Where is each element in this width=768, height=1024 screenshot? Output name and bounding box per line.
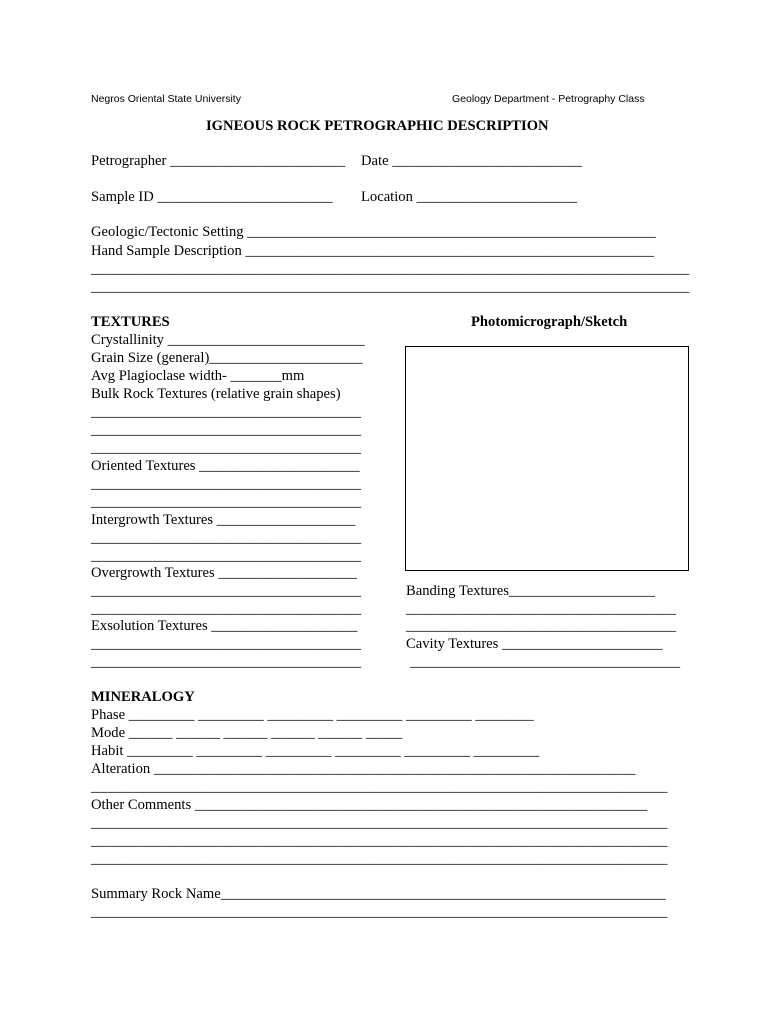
- hand-sample-line[interactable]: __________________________________________________________________________________: [91, 279, 690, 295]
- banding-textures-field[interactable]: Banding Textures____________________: [406, 583, 655, 599]
- tectonic-setting-field[interactable]: Geologic/Tectonic Setting ________________________________________________________: [91, 224, 656, 240]
- other-comments-field[interactable]: Other Comments ______________________________________________________________: [91, 797, 648, 813]
- sketch-box[interactable]: [405, 346, 689, 571]
- cavity-textures-line[interactable]: _____________________________________: [410, 654, 680, 670]
- overgrowth-textures-line[interactable]: _____________________________________: [91, 583, 361, 599]
- crystallinity-field[interactable]: Crystallinity ___________________________: [91, 332, 365, 348]
- alteration-line[interactable]: _______________________________________________________________________________: [91, 779, 668, 795]
- other-comments-line[interactable]: _______________________________________________________________________________: [91, 833, 668, 849]
- mineralogy-heading: MINERALOGY: [91, 689, 195, 705]
- hand-sample-field[interactable]: Hand Sample Description ________________________________________________________: [91, 243, 655, 259]
- plagioclase-width-field[interactable]: Avg Plagioclase width- _______mm: [91, 368, 305, 384]
- intergrowth-textures-line[interactable]: _____________________________________: [91, 530, 361, 546]
- overgrowth-textures-field[interactable]: Overgrowth Textures ___________________: [91, 565, 357, 581]
- summary-rock-name-field[interactable]: Summary Rock Name_____________________________________________________________: [91, 886, 666, 902]
- exsolution-textures-field[interactable]: Exsolution Textures ____________________: [91, 618, 358, 634]
- intergrowth-textures-field[interactable]: Intergrowth Textures ___________________: [91, 512, 356, 528]
- petrographer-field[interactable]: Petrographer ________________________: [91, 153, 346, 169]
- bulk-textures-line[interactable]: _____________________________________: [91, 422, 361, 438]
- summary-rock-name-line[interactable]: _______________________________________________________________________________: [91, 904, 668, 920]
- banding-textures-line[interactable]: _____________________________________: [406, 601, 676, 617]
- oriented-textures-field[interactable]: Oriented Textures ______________________: [91, 458, 360, 474]
- overgrowth-textures-line[interactable]: _____________________________________: [91, 601, 361, 617]
- alteration-field[interactable]: Alteration __________________________________________________________________: [91, 761, 636, 777]
- location-field[interactable]: Location ______________________: [361, 189, 578, 205]
- banding-textures-line[interactable]: _____________________________________: [406, 618, 676, 634]
- date-field[interactable]: Date __________________________: [361, 153, 582, 169]
- mode-field[interactable]: Mode ______ ______ ______ ______ ______ _____: [91, 725, 403, 741]
- textures-heading: TEXTURES: [91, 314, 170, 330]
- bulk-textures-line[interactable]: _____________________________________: [91, 440, 361, 456]
- grain-size-field[interactable]: Grain Size (general)_____________________: [91, 350, 363, 366]
- header-university: Negros Oriental State University: [91, 93, 241, 105]
- sample-id-field[interactable]: Sample ID ________________________: [91, 189, 333, 205]
- habit-field[interactable]: Habit _________ _________ _________ _________ _________ _________: [91, 743, 540, 759]
- header-department: Geology Department - Petrography Class: [452, 93, 645, 105]
- page-title: IGNEOUS ROCK PETROGRAPHIC DESCRIPTION: [206, 118, 549, 134]
- exsolution-textures-line[interactable]: _____________________________________: [91, 654, 361, 670]
- bulk-textures-line[interactable]: _____________________________________: [91, 404, 361, 420]
- intergrowth-textures-line[interactable]: _____________________________________: [91, 548, 361, 564]
- cavity-textures-field[interactable]: Cavity Textures ______________________: [406, 636, 663, 652]
- other-comments-line[interactable]: _______________________________________________________________________________: [91, 851, 668, 867]
- bulk-textures-label: Bulk Rock Textures (relative grain shapes): [91, 386, 341, 402]
- hand-sample-line[interactable]: __________________________________________________________________________________: [91, 261, 690, 277]
- phase-field[interactable]: Phase _________ _________ _________ _________ _________ ________: [91, 707, 534, 723]
- oriented-textures-line[interactable]: _____________________________________: [91, 494, 361, 510]
- other-comments-line[interactable]: _______________________________________________________________________________: [91, 815, 668, 831]
- photomicrograph-heading: Photomicrograph/Sketch: [471, 314, 628, 330]
- exsolution-textures-line[interactable]: _____________________________________: [91, 636, 361, 652]
- oriented-textures-line[interactable]: _____________________________________: [91, 476, 361, 492]
